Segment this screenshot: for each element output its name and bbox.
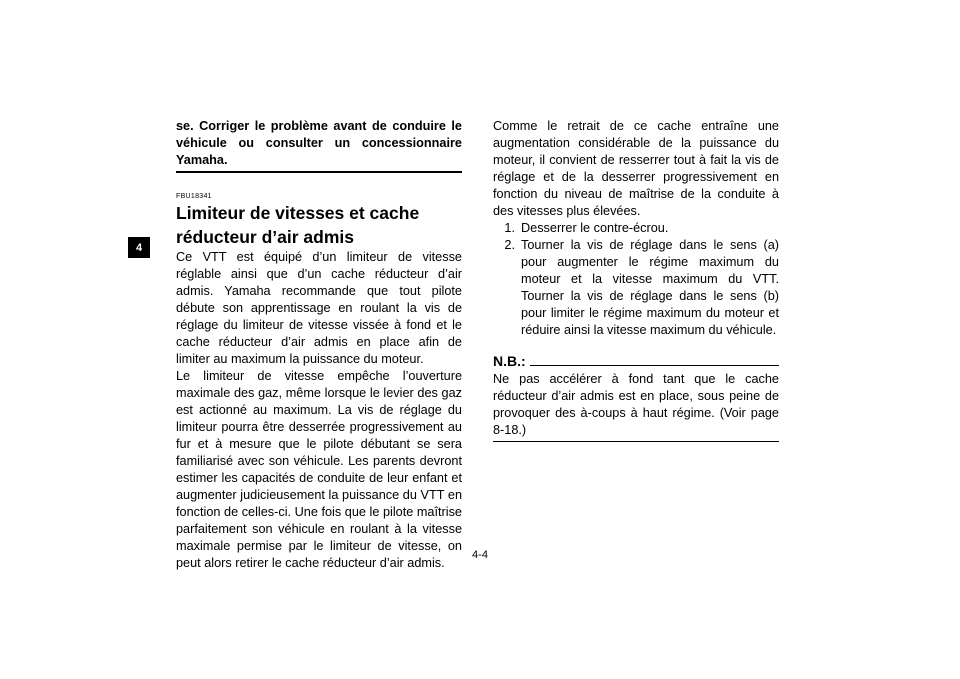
step-text: Desserrer le contre-écrou. bbox=[521, 221, 669, 235]
note-text: Ne pas accélérer à fond tant que le cache réducteur d’air admis est en place, sous peine de provoquer des à-coups à haut régime. (Voir page 8-18.) bbox=[493, 371, 779, 442]
paragraph-intro: Ce VTT est équipé d’un limiteur de vitesse réglable ainsi que d’un cache réducteur d’air admis. Yamaha recommande que tout pilote débute son apprentissage en roulant la vis de réglage du limiteur de vitesse vissée à fond et le cache réducteur d’air admis en place afin de limiter au maximum la puissance du moteur. bbox=[176, 250, 462, 366]
note-rule bbox=[530, 365, 779, 366]
left-column bbox=[176, 118, 462, 572]
section-code: FBU18341 bbox=[176, 193, 212, 200]
note-label: N.B.: bbox=[493, 353, 526, 369]
step-number: 1. bbox=[504, 221, 515, 235]
page-number: 4-4 bbox=[472, 549, 488, 561]
section-title: Limiteur de vitesses et cache réducteur d’air admis bbox=[176, 203, 420, 247]
list-item bbox=[493, 237, 779, 339]
adjustment-steps bbox=[493, 220, 779, 339]
paragraph-limiter: Le limiteur de vitesse empêche l’ouverture maximale des gaz, même lorsque le levier des gaz est actionné au maximum. La vis de réglage du limiteur pourra être desserrée progressivement au fur et à mesure que le pilote débutant se sera familiarisé avec son véhicule. Les parents devront estimer les capacités de conduite de leur enfant et augmenter judicieusement la puissance du VTT en fonction de celles-ci. Une fois que le pilote maîtrise parfaitement son véhicule en roulant à la vitesse maximale permise par le limiteur de vitesse, on peut alors retirer le cache réducteur d’air admis. bbox=[176, 369, 462, 570]
step-text: Tourner la vis de réglage dans le sens (a) pour augmenter le régime maximum du moteur et la vitesse maximum du VTT. Tourner la vis de réglage dans le sens (b) pour limiter le régime maximum du moteur et réduire ainsi la vitesse maximum du véhicule. bbox=[521, 238, 779, 337]
paragraph-cache-removal: Comme le retrait de ce cache entraîne une augmentation considérable de la puissance du moteur, il convient de resserrer tout à fait la vis de réglage et de la desserrer progressivement en fonction du niveau de maîtrise de la conduite à des vitesses plus élevées. bbox=[493, 119, 779, 218]
note-header bbox=[493, 353, 779, 369]
list-item bbox=[493, 220, 779, 237]
step-number: 2. bbox=[504, 238, 515, 252]
right-column bbox=[493, 118, 779, 442]
warning-tail: se. Corriger le problème avant de conduire le véhicule ou consulter un concessionnaire Yamaha. bbox=[176, 118, 462, 173]
chapter-tab: 4 bbox=[128, 237, 150, 258]
